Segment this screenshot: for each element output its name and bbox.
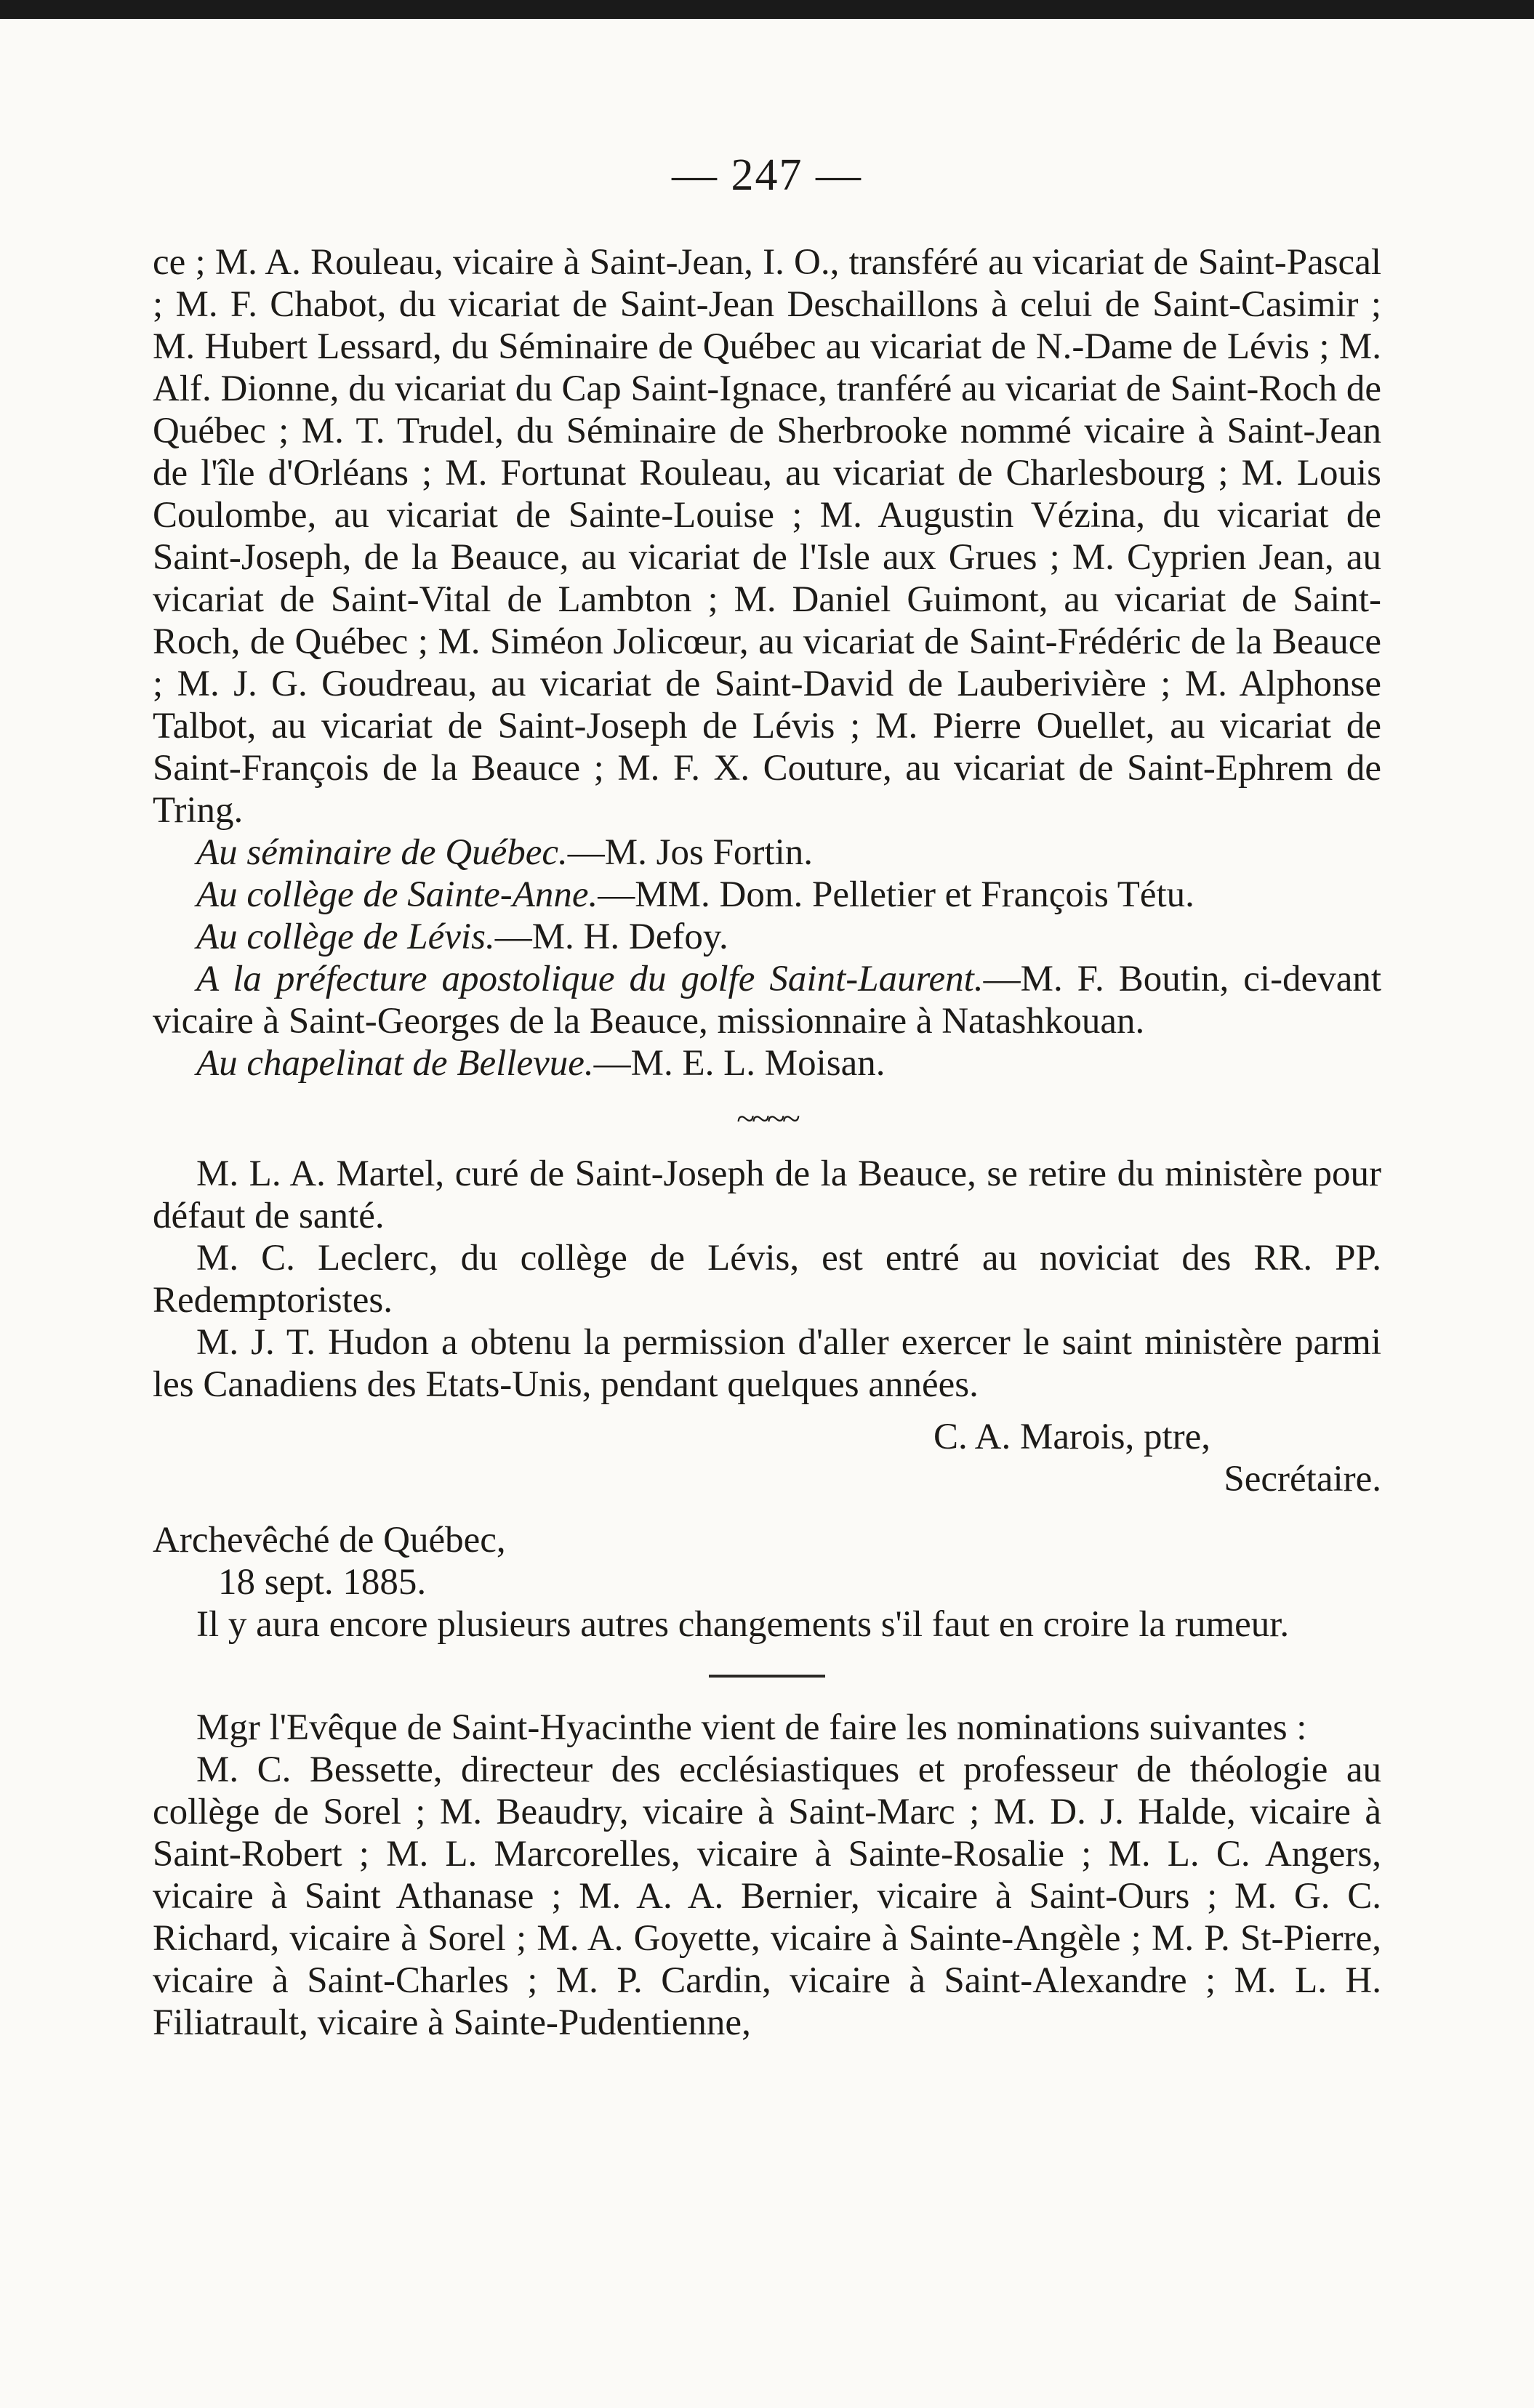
appointment-place: Au séminaire de Québec.: [196, 832, 568, 873]
section-ornament: ~~~~: [736, 1100, 798, 1137]
dateline-date: 18 sept. 1885.: [218, 1562, 427, 1603]
appointment-person: —M. E. L. Moisan.: [593, 1043, 886, 1084]
saint-hyacinthe-nominations: M. C. Bessette, directeur des ecclésiastiques et professeur de théologie au collège de Sorel ; M. Beaudry, vicaire à Saint-Marc ; M. D. J. Halde, vicaire à Saint-Robert ; M. L. Marcorelles, vicaire à Sainte-Rosalie ; M. L. C. Angers, vicaire à Saint Athanase ; M. A. A. Bernier, vicaire à Saint-Ours ; M. G. C. Richard, vicaire à Sorel ; M. A. Goyette, vicaire à Sainte-Angèle ; M. P. St-Pierre, vicaire à Saint-Charles ; M. P. Cardin, vicaire à Saint-Alexandre ; M. L. H. Filiatrault, vicaire à Sainte-Pudentienne,: [153, 1749, 1381, 2043]
signature-block: [153, 1416, 1381, 1500]
appointment-college-levis: [196, 916, 1381, 958]
page-number: — 247 —: [672, 150, 862, 200]
appointment-person: —M. Jos Fortin.: [567, 832, 814, 873]
appointment-place: A la préfecture apostolique du golfe Saint-Laurent.: [196, 959, 984, 999]
appointment-person: —M. F. Boutin, ci-devant vicaire à Saint-Georges de la Beauce, missionnaire à Natashkouan.: [153, 959, 1381, 1042]
appointment-place: Au chapelinat de Bellevue.: [196, 1043, 594, 1084]
appointment-place: Au collège de Lévis.: [196, 917, 495, 957]
appointment-person: —MM. Dom. Pelletier et François Tétu.: [598, 874, 1194, 915]
section-divider: [709, 1675, 825, 1678]
leclerc-paragraph: M. C. Leclerc, du collège de Lévis, est entré au noviciat des RR. PP. Redemptoristes.: [153, 1238, 1381, 1321]
martel-paragraph: M. L. A. Martel, curé de Saint-Joseph de la Beauce, se retire du ministère pour défaut de santé.: [153, 1153, 1381, 1236]
dateline-place: Archevêché de Québec,: [153, 1520, 506, 1561]
dateline: [153, 1519, 1381, 1603]
appointment-prefecture: [153, 958, 1381, 1042]
vicariate-transfers-paragraph: ce ; M. A. Rouleau, vicaire à Saint-Jean, I. O., transféré au vicariat de Saint-Pascal ; M. F. Chabot, du vicariat de Saint-Jean Deschaillons à celui de Saint-Casimir ; M. Hubert Lessard, du Séminaire de Québec au vicariat de N.-Dame de Lévis ; M. Alf. Dionne, du vicariat du Cap Saint-Ignace, tranféré au vicariat de Saint-Roch de Québec ; M. T. Trudel, du Séminaire de Sherbrooke nommé vicaire à Saint-Jean de l'île d'Orléans ; M. Fortunat Rouleau, au vicariat de Charlesbourg ; M. Louis Coulombe, au vicariat de Sainte-Louise ; M. Augustin Vézina, du vicariat de Saint-Joseph, de la Beauce, au vicariat de l'Isle aux Grues ; M. Cyprien Jean, au vicariat de Saint-Vital de Lambton ; M. Daniel Guimont, au vicariat de Saint-Roch, de Québec ; M. Siméon Jolicœur, au vicariat de Saint-Frédéric de la Beauce ; M. J. G. Goudreau, au vicariat de Saint-David de Lauberivière ; M. Alphonse Talbot, au vicariat de Saint-Joseph de Lévis ; M. Pierre Ouellet, au vicariat de Saint-François de la Beauce ; M. F. X. Couture, au vicariat de Saint-Ephrem de Tring.: [153, 242, 1381, 831]
hudon-paragraph: M. J. T. Hudon a obtenu la permission d'aller exercer le saint ministère parmi les Canadiens des Etats-Unis, pendant quelques années.: [153, 1322, 1381, 1405]
rumor-paragraph: Il y aura encore plusieurs autres changements s'il faut en croire la rumeur.: [196, 1604, 1290, 1645]
saint-hyacinthe-intro: Mgr l'Evêque de Saint-Hyacinthe vient de faire les nominations suivantes :: [196, 1707, 1307, 1748]
signature-title: Secrétaire.: [1224, 1459, 1381, 1499]
top-edge-rule: [0, 0, 1534, 19]
appointment-place: Au collège de Sainte-Anne.: [196, 874, 598, 915]
appointment-person: —M. H. Defoy.: [494, 917, 728, 957]
signature-name: C. A. Marois, ptre,: [933, 1417, 1210, 1457]
appointment-college-sainte-anne: [196, 874, 1381, 916]
page-body: [153, 150, 1381, 2044]
appointment-seminaire: [196, 831, 1381, 874]
appointment-chapelinat: [196, 1042, 1381, 1084]
